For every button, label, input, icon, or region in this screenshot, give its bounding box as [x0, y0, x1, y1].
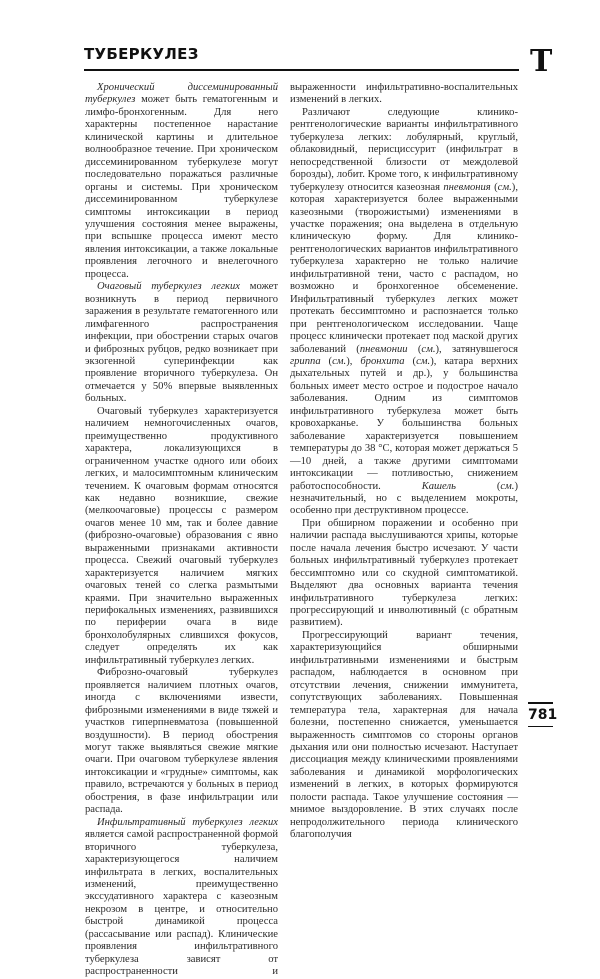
header-rule — [84, 69, 519, 71]
italic-term: Кашель — [421, 480, 456, 492]
paragraph — [290, 518, 518, 630]
page-number-block — [528, 702, 558, 727]
text-run: ), катара верхних дыхательных путей и др.), у большинства больных имеет место острое и подострое начало заболевания. Одним из симптомов инфильтративного туберкулеза может быть кровохарканье. У большинства больных заболевание характеризуется повышением температуры до 38 °С, которая может держаться 5—10 дней, а также другими симптомами интоксикации — потливостью, снижением работоспособности. — [290, 355, 518, 492]
italic-term: Хронический диссеминированный туберкулез — [85, 82, 278, 106]
text-run: ( — [320, 355, 333, 367]
paragraph — [290, 630, 518, 842]
paragraph — [85, 82, 278, 281]
left-column — [85, 82, 278, 979]
italic-term: см. — [500, 480, 515, 492]
text-run: ), — [346, 355, 361, 367]
text-run: ( — [490, 181, 498, 193]
text-run: ( — [404, 355, 417, 367]
paragraph — [85, 667, 278, 816]
paragraph — [290, 107, 518, 518]
page-number: 781 — [528, 706, 558, 723]
paragraph — [290, 82, 518, 107]
italic-term: пневмония — [443, 181, 491, 193]
text-run: ( — [455, 480, 501, 492]
section-letter: Т — [530, 44, 553, 79]
italic-term: см. — [497, 181, 512, 193]
italic-term: бронхита — [360, 355, 405, 367]
text-run: Фиброзно-очаговый туберкулез проявляется наличием плотных очагов, иногда с включениями извести, фиброзными изменениями в виде тяжей и участков гиперпневматоза (повышенной воздушности). В период обострения могут также выявляться свежие мягкие очаги. При очаговом туберкулезе явления интоксикации и «грудные» симптомы, как правило, встречаются у больных в период обострения, в фазе инфильтрации или распада. — [85, 667, 278, 816]
paragraph — [85, 406, 278, 668]
text-run: Различают следующие клинико-рентгенологические варианты инфильтративного туберкулеза легких: лобулярный, круглый, облаковидный, перисциссурит (инфильтрат в непосредственной близости от междолевой борозды), лобит. Кроме того, к инфильтративному туберкулезу относится казеозная — [290, 106, 518, 193]
text-run: является самой распространенной формой вторичного туберкулеза, характеризующегося наличием инфильтрата в легких, воспалительных изменений, преимущественно экссудативного характера с казеозным некрозом в центре, и относительно быстрой динамикой процесса (рассасывание или распад). Клинические проявления инфильтративного туберкулеза зависят от распространенности и — [85, 829, 278, 978]
text-run: может быть гематогенным и лимфо-бронхогенным. Для него характерны постепенное нарастание клинической картины и длительное волнообразное течение. При хроническом диссеминированном туберкулезе могут последовательно поражаться различные органы и системы. При хроническом диссеминированном туберкулезе симптомы интоксикации в период улучшения состояния менее выражены, при вспышке процесса имеют место явления интоксикации, а также локальные проявления легочного и внелегочного процесса. — [85, 94, 278, 280]
text-run: ( — [407, 343, 422, 355]
italic-term: см. — [416, 355, 431, 367]
italic-term: Инфильтративный туберкулез легких — [97, 816, 278, 828]
text-run: выраженности инфильтративно-воспалительных изменений в легких. — [290, 82, 518, 106]
right-column — [290, 82, 518, 842]
italic-term: см. — [421, 343, 436, 355]
text-run: При обширном поражении и особенно при наличии распада выслушиваются хрипы, которые после начала лечения быстро исчезают. У части больных инфильтративный туберкулез протекает бессимптомно или со скудной симптоматикой. Выделяют два основных варианта течения инфильтративного туберкулеза легких: прогрессирующий и инволютивный (с обратным развитием). — [290, 517, 518, 629]
text-run: Очаговый туберкулез характеризуется наличием немногочисленных очагов, преимущественно продуктивного характера, локализующихся в ограниченном участке одного или обоих легких, и малосимптомным клиническим течением. К очаговым формам относятся как недавно возникшие, свежие (мелкоочаговые) процессы с размером очагов менее 10 мм, так и более давние (фиброзно-очаговые) образования с явно выраженными признаками активности процесса. Свежий очаговый туберкулез характеризуется наличием мягких очаговых теней со слегка размытыми краями. При значительно выраженных перифокальных изменениях, развившихся по периферии очага в виде бронхолобулярных слившихся фокусов, следует определять их как инфильтративный туберкулез легких. — [85, 405, 278, 666]
paragraph — [85, 817, 278, 979]
italic-term: пневмонии — [359, 343, 408, 355]
italic-term: см. — [332, 355, 347, 367]
text-run: ), затянувшегося — [435, 343, 518, 355]
text-run: ), которая характеризуется более выраженными казеозными (творожистыми) изменениями в участке поражения; она выделена в отдельную клиническую форму. Для клинико-рентгенологических вариантов инфильтративного туберкулеза характерно не только наличие инфильтративной тени, часто с распадом, но возможно и бронхогенное обсеменение. Инфильтративный туберкулез легких может протекать бессимптомно и распознается только при рентгенологическом исследовании. Чаще процесс клинически протекает под маской других заболеваний ( — [290, 181, 518, 355]
text-run: Прогрессирующий вариант течения, характеризующийся обширными инфильтративными изменениями и быстрым распадом, наблюдается в основном при отсутствии лечения, снижении иммунитета, сопутствующих заболеваниях. Повышенная температура тела, характерная для начала болезни, постепенно снижается, уменьшается выраженность симптомов со стороны органов дыхания или они полностью исчезают. Наступает диссоциация между клиническими проявлениями заболевания и динамикой морфологических изменений в легких, в которых формируются полости распада. Такое улучшение состояния — мнимое выздоровление. В этих случаях после непродолжительного периода клинического благополучия — [290, 629, 518, 841]
italic-term: Очаговый туберкулез легких — [97, 281, 241, 293]
running-head: ТУБЕРКУЛЕЗ — [84, 45, 199, 63]
italic-term: гриппа — [290, 355, 321, 367]
text-run: может возникнуть в период первичного заражения в результате гематогенного или лимфагенного распространения инфекции, при обострении старых очагов и фиброзных рубцов, редко возникает при экзогенной суперинфекции как проявление вторичного туберкулеза. Он отмечается у 50% впервые выявленных больных. — [85, 281, 278, 405]
text-run: ) незначительный, но с выделением мокроты, особенно при деструктивном процессе. — [290, 480, 518, 517]
page-number-rule-bottom — [528, 726, 553, 728]
paragraph — [85, 281, 278, 406]
